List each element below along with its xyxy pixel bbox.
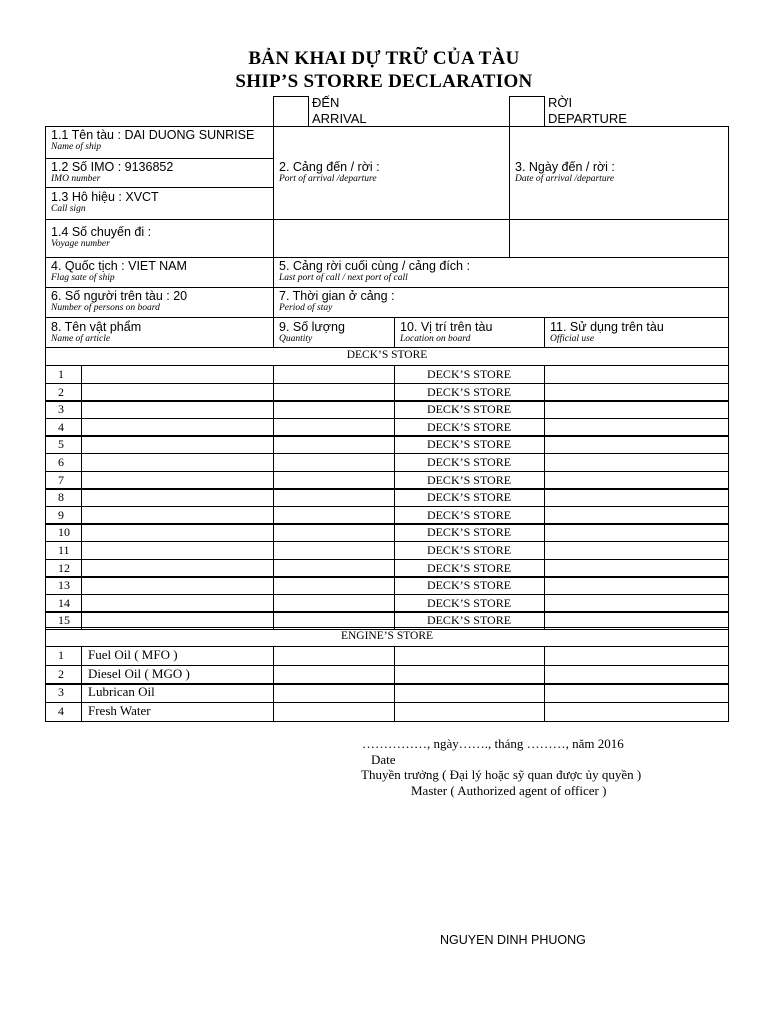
- title-vietnamese: BẢN KHAI DỰ TRỮ CỦA TÀU: [248, 48, 520, 69]
- flag-label: 4. Quốc tịch :: [51, 259, 129, 273]
- location-value: DECK’S STORE: [426, 420, 512, 434]
- quantity-cell[interactable]: [273, 365, 395, 384]
- row-number: 2: [58, 385, 64, 399]
- arrival-label-en: ARRIVAL: [312, 111, 367, 126]
- row-number: 7: [58, 473, 64, 487]
- article-cell[interactable]: [81, 576, 274, 595]
- call-sign-field: [51, 190, 159, 215]
- official-use-cell[interactable]: [544, 541, 729, 560]
- quantity-sublabel: Quantity: [279, 334, 313, 344]
- departure-label-vn: RỜI: [548, 95, 573, 110]
- voyage-sublabel: Voyage number: [51, 239, 110, 249]
- location-value: DECK’S STORE: [426, 561, 512, 575]
- location-cell[interactable]: [394, 683, 545, 703]
- call-sign-value: XVCT: [125, 190, 159, 204]
- article-cell[interactable]: [81, 400, 274, 419]
- stay-sublabel: Period of stay: [279, 303, 333, 313]
- location-value: DECK’S STORE: [426, 385, 512, 399]
- flag-sublabel: Flag sate of ship: [51, 273, 115, 283]
- imo-value: 9136852: [124, 160, 174, 174]
- quantity-cell[interactable]: [273, 646, 395, 666]
- quantity-header: [279, 320, 345, 345]
- port-label: 2. Cảng đến / rời :: [279, 160, 380, 174]
- quantity-cell[interactable]: [273, 541, 395, 560]
- imo-label: 1.2 Số IMO :: [51, 160, 125, 174]
- ship-name-sublabel: Name of ship: [51, 142, 102, 152]
- quantity-cell[interactable]: [273, 488, 395, 507]
- date-extra-cell[interactable]: [509, 219, 729, 258]
- quantity-label: 9. Số lượng: [279, 320, 345, 334]
- official-header: [550, 320, 664, 345]
- row-number: 2: [58, 667, 64, 681]
- quantity-cell[interactable]: [273, 702, 395, 722]
- date-sublabel: Date of arrival /departure: [515, 174, 615, 184]
- article-cell[interactable]: [81, 541, 274, 560]
- location-label: 10. Vị trí trên tàu: [400, 320, 493, 334]
- row-number: 14: [58, 596, 70, 610]
- persons-label: 6. Số người trên tàu :: [51, 289, 174, 303]
- imo-sublabel: IMO number: [51, 174, 101, 184]
- row-number: 13: [58, 578, 70, 592]
- stay-field: [279, 289, 395, 314]
- official-use-cell[interactable]: [544, 646, 729, 666]
- article-cell[interactable]: [81, 523, 274, 542]
- persons-sublabel: Number of persons on board: [51, 303, 160, 313]
- last-port-sublabel: Last port of call / next port of call: [279, 273, 408, 283]
- quantity-cell[interactable]: [273, 400, 395, 419]
- departure-checkbox[interactable]: [509, 96, 545, 126]
- official-use-cell[interactable]: [544, 400, 729, 419]
- row-number: 9: [58, 508, 64, 522]
- voyage-field: [51, 225, 151, 250]
- row-number: 5: [58, 437, 64, 451]
- quantity-cell[interactable]: [273, 435, 395, 454]
- official-use-cell[interactable]: [544, 665, 729, 685]
- stay-label: 7. Thời gian ở cảng :: [279, 289, 395, 303]
- official-use-cell[interactable]: [544, 523, 729, 542]
- location-value: DECK’S STORE: [426, 455, 512, 469]
- official-use-cell[interactable]: [544, 488, 729, 507]
- location-cell[interactable]: [394, 646, 545, 666]
- quantity-cell[interactable]: [273, 683, 395, 703]
- row-number: 1: [58, 367, 64, 381]
- location-value: DECK’S STORE: [426, 508, 512, 522]
- quantity-cell[interactable]: [273, 453, 395, 472]
- location-value: DECK’S STORE: [426, 543, 512, 557]
- row-number: 6: [58, 455, 64, 469]
- row-number: 3: [58, 685, 64, 699]
- ship-name-field: [51, 128, 254, 153]
- article-name: Fuel Oil ( MFO ): [88, 647, 178, 662]
- official-use-cell[interactable]: [544, 683, 729, 703]
- row-number: 4: [58, 420, 64, 434]
- persons-value: 20: [173, 289, 188, 303]
- date-field: [515, 160, 615, 185]
- location-value: DECK’S STORE: [426, 402, 512, 416]
- article-name: Lubrican Oil: [88, 684, 155, 699]
- official-use-cell[interactable]: [544, 453, 729, 472]
- article-name: Diesel Oil ( MGO ): [88, 666, 190, 681]
- article-sublabel: Name of article: [51, 334, 111, 344]
- official-label: 11. Sử dụng trên tàu: [550, 320, 664, 334]
- master-label-en: Master ( Authorized agent of officer ): [411, 783, 607, 798]
- engine-section-title: ENGINE’S STORE: [340, 630, 434, 642]
- article-header: [51, 320, 141, 345]
- row-number: 12: [58, 561, 70, 575]
- location-value: DECK’S STORE: [426, 437, 512, 451]
- title-english: SHIP’S STORRE DECLARATION: [235, 71, 533, 92]
- voyage-label: 1.4 Số chuyến đi :: [51, 225, 152, 239]
- port-sublabel: Port of arrival /departure: [279, 174, 377, 184]
- location-value: DECK’S STORE: [426, 578, 512, 592]
- call-sign-label: 1.3 Hô hiệu :: [51, 190, 126, 204]
- arrival-label-vn: ĐẾN: [312, 95, 340, 110]
- row-number: 11: [58, 543, 70, 557]
- flag-value: VIET NAM: [128, 259, 187, 273]
- row-number: 4: [58, 704, 64, 718]
- location-value: DECK’S STORE: [426, 596, 512, 610]
- call-sign-sublabel: Call sign: [51, 204, 86, 214]
- master-label-vn: Thuyền trưởng ( Đại lý hoặc sỹ quan được ủy quyền ): [361, 767, 642, 782]
- location-value: DECK’S STORE: [426, 367, 512, 381]
- official-use-cell[interactable]: [544, 365, 729, 384]
- article-cell[interactable]: [81, 435, 274, 454]
- row-number: 10: [58, 525, 70, 539]
- deck-section-title: DECK’S STORE: [346, 349, 428, 361]
- quantity-cell[interactable]: [273, 576, 395, 595]
- location-value: DECK’S STORE: [426, 525, 512, 539]
- port-extra-cell[interactable]: [273, 219, 510, 258]
- official-sublabel: Official use: [550, 334, 595, 344]
- article-label: 8. Tên vật phẩm: [51, 320, 142, 334]
- location-cell[interactable]: [394, 702, 545, 722]
- row-number: 15: [58, 613, 70, 627]
- departure-label-en: DEPARTURE: [548, 111, 627, 126]
- article-cell[interactable]: [81, 488, 274, 507]
- official-use-cell[interactable]: [544, 702, 729, 722]
- official-use-cell[interactable]: [544, 435, 729, 454]
- row-number: 3: [58, 402, 64, 416]
- last-port-field: [279, 259, 470, 284]
- location-value: DECK’S STORE: [426, 613, 512, 627]
- arrival-checkbox[interactable]: [273, 96, 309, 126]
- flag-field: [51, 259, 187, 284]
- location-sublabel: Location on board: [400, 334, 471, 344]
- signer-name: NGUYEN DINH PHUONG: [440, 933, 586, 947]
- row-number: 8: [58, 490, 64, 504]
- imo-field: [51, 160, 173, 185]
- date-line: ……………, ngày……., tháng ………, năm 2016: [362, 736, 624, 751]
- ship-name-value: DAI DUONG SUNRISE: [124, 128, 255, 142]
- date-label: 3. Ngày đến / rời :: [515, 160, 615, 174]
- location-header: [400, 320, 492, 345]
- article-name: Fresh Water: [88, 703, 151, 718]
- ship-name-label: 1.1 Tên tàu :: [51, 128, 125, 142]
- official-use-cell[interactable]: [544, 576, 729, 595]
- location-cell[interactable]: [394, 665, 545, 685]
- date-label-en: Date: [371, 752, 396, 767]
- article-cell[interactable]: [81, 453, 274, 472]
- quantity-cell[interactable]: [273, 665, 395, 685]
- location-value: DECK’S STORE: [426, 490, 512, 504]
- persons-field: [51, 289, 187, 314]
- quantity-cell[interactable]: [273, 523, 395, 542]
- row-number: 1: [58, 648, 64, 662]
- last-port-label: 5. Cảng rời cuối cùng / cảng đích :: [279, 259, 470, 273]
- location-value: DECK’S STORE: [426, 473, 512, 487]
- port-field: [279, 160, 380, 185]
- article-cell[interactable]: [81, 365, 274, 384]
